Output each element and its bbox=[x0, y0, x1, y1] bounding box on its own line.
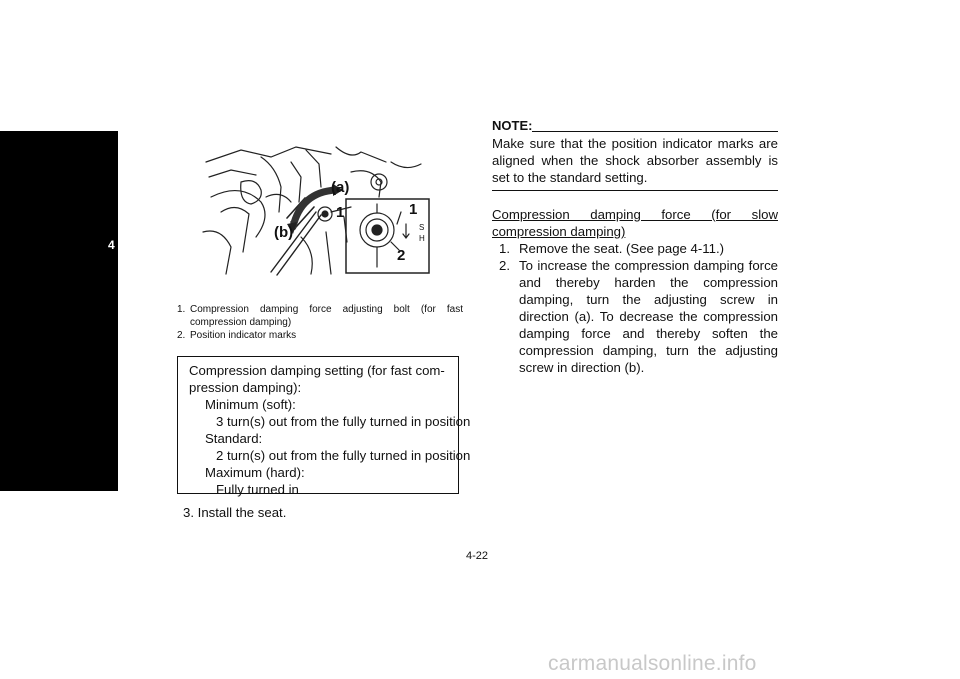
note-text: Make sure that the position indicator marks are aligned when the shock absorber assembly is set to the standard setting. bbox=[492, 136, 778, 185]
step-number: 2. bbox=[499, 258, 510, 273]
spec-maximum-value: Fully turned in bbox=[216, 482, 299, 497]
spec-standard-value: 2 turn(s) out from the fully turned in position bbox=[216, 448, 471, 463]
caption-item bbox=[177, 303, 463, 329]
step-number: 1. bbox=[499, 241, 510, 256]
spec-minimum-label: Minimum (soft): bbox=[205, 397, 296, 412]
caption-number: 2. bbox=[177, 330, 186, 341]
spec-maximum-label: Maximum (hard): bbox=[205, 465, 305, 480]
callout-1-inset: 1 bbox=[409, 201, 418, 218]
subsection-heading: Compression damping force (for slow compression damping) bbox=[492, 207, 778, 239]
callout-1: 1 bbox=[336, 204, 345, 221]
step-text: To increase the compression damping force and thereby harden the compression damping, turn the adjusting screw in direction (a). To decrease the compression damping force and thereby soften the compression damping, turn the adjusting screw in direction (b). bbox=[519, 258, 778, 375]
steps-list bbox=[492, 240, 778, 376]
install-seat-step: 3. Install the seat. bbox=[183, 505, 287, 520]
caption-text: Compression damping force adjusting bolt (for fast compression damping) bbox=[190, 304, 463, 328]
caption-item bbox=[177, 329, 463, 342]
spec-title-line1: Compression damping setting (for fast com- bbox=[189, 363, 445, 378]
spec-box bbox=[177, 356, 471, 497]
caption-number: 1. bbox=[177, 304, 186, 315]
list-item bbox=[492, 240, 778, 257]
caption-text: Position indicator marks bbox=[190, 330, 297, 341]
step-text: Remove the seat. (See page 4-11.) bbox=[519, 241, 725, 256]
shock-absorber-illustration bbox=[201, 142, 433, 276]
figure-captions bbox=[177, 303, 463, 342]
note-header-rule bbox=[492, 131, 778, 132]
mark-s: S bbox=[419, 223, 425, 232]
chapter-tab bbox=[0, 131, 118, 491]
page-number: 4-22 bbox=[466, 550, 489, 562]
list-item bbox=[492, 257, 778, 376]
chapter-number: 4 bbox=[108, 238, 115, 252]
note-bottom-rule bbox=[492, 190, 778, 191]
label-b: (b) bbox=[274, 224, 294, 241]
label-a: (a) bbox=[331, 179, 350, 196]
spec-standard-label: Standard: bbox=[205, 431, 263, 446]
mark-h: H bbox=[419, 234, 425, 243]
note-label: NOTE: bbox=[492, 118, 533, 133]
spec-title-line2: pression damping): bbox=[189, 380, 302, 395]
watermark: carmanualsonline.info bbox=[548, 652, 757, 675]
callout-2: 2 bbox=[397, 247, 406, 264]
note-header bbox=[492, 118, 778, 134]
spec-minimum-value: 3 turn(s) out from the fully turned in position bbox=[216, 414, 471, 429]
